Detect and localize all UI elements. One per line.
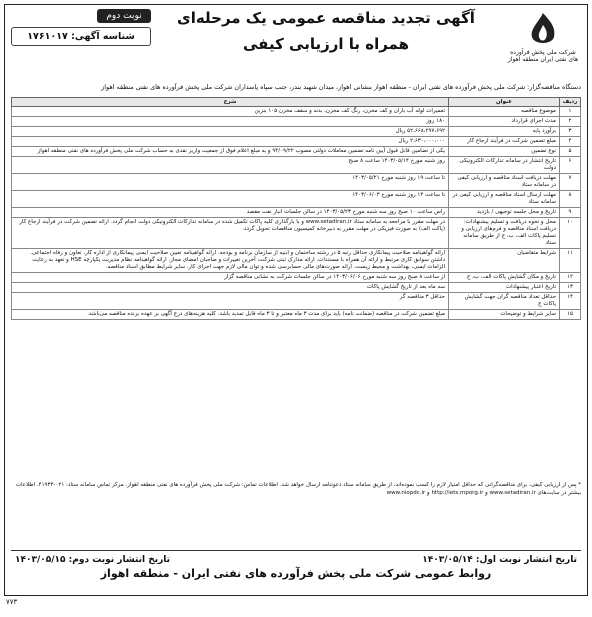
- table-row: [12, 249, 581, 273]
- row-subject-cell: مهلت دریافت اسناد مناقصه و ارزیابی کیفی در سامانه ستاد: [449, 174, 560, 191]
- flame-logo-icon: [526, 11, 560, 49]
- row-subject-cell: تاریخ انتشار در سامانه تدارکات الکترونیکی دولت: [449, 157, 560, 174]
- row-number-cell: ۸: [560, 191, 581, 208]
- company-logo: [507, 11, 579, 75]
- table-row: [12, 273, 581, 283]
- row-number-cell: ۱۲: [560, 273, 581, 283]
- table-row: [12, 137, 581, 147]
- table-row: [12, 191, 581, 208]
- row-number-cell: ۱۴: [560, 293, 581, 310]
- row-subject-cell: تاریخ و مکان گشایش پاکات الف، ب، ج: [449, 273, 560, 283]
- row-description-cell: ۱۸۰ روز: [12, 117, 449, 127]
- notice-frame: [4, 4, 588, 596]
- notice-id-label: شناسه آگهی: ۱۷۶۱۰۱۷: [11, 27, 151, 46]
- header-subject: عنوان: [449, 98, 560, 107]
- table-row: [12, 174, 581, 191]
- tender-details-table: [11, 97, 581, 320]
- first-publish-date: تاریخ انتشار نوبت اول: ۱۴۰۳/۰۵/۱۴: [422, 555, 577, 565]
- header-description: شرح: [12, 98, 449, 107]
- row-number-cell: ۳: [560, 127, 581, 137]
- row-description-cell: راس ساعت ۱۰ صبح روز سه شنبه مورخ ۱۴۰۳/۰۵/۲۳ در سالن جلسات انبار نفت مقصد: [12, 208, 449, 218]
- row-description-cell: یکی از تضامین قابل قبول آیین نامه تضمین معاملات دولتی مصوب ۹۴/۰۹/۲۲ و به مبلغ اعلام فوق از جمعیت واریز نقدی به حساب شرکت ملی پخش فرآورده های نفتی منطقه اهواز: [12, 147, 449, 157]
- row-description-cell: در مهلت مقرر با مراجعه به سامانه ستاد www.setadiran.ir و با بارگذاری کلیه پاکات تکمیل شده در سامانه تدارکات الکترونیکی دولت انجام گردد. ارائه تضمین شرکت در فرآیند ارجاع کار (پاکت الف) به صورت فیزیکی در مهلت مقرر به دبیرخانه کمیسیون مناقصات تحویل گردد.: [12, 218, 449, 249]
- row-subject-cell: مدت اجرای قرارداد: [449, 117, 560, 127]
- table-row: [12, 218, 581, 249]
- row-number-cell: ۴: [560, 137, 581, 147]
- notice-title: [155, 5, 497, 57]
- row-subject-cell: نوع تضمین: [449, 147, 560, 157]
- table-row: [12, 107, 581, 117]
- row-number-cell: ۵: [560, 147, 581, 157]
- row-subject-cell: موضوع مناقصه: [449, 107, 560, 117]
- row-subject-cell: تاریخ و محل جلسه توجیهی / بازدید: [449, 208, 560, 218]
- row-description-cell: از ساعت ۸ صبح روز سه شنبه مورخ ۱۴۰۳/۰۶/۰۶ در سالن جلسات شرکت به نشانی مناقصه گزار: [12, 273, 449, 283]
- row-description-cell: سه ماه بعد از تاریخ گشایش پاکات: [12, 283, 449, 293]
- row-number-cell: ۱۰: [560, 218, 581, 249]
- row-description-cell: ارائه گواهینامه صلاحیت پیمانکاری حداقل رتبه ۵ در رشته ساختمان و ابنیه از سازمان برنامه و بودجه. ارائه گواهینامه تعیین صلاحیت ایمنی پیمانکاری از اداره کار، تعاون و رفاه اجتماعی. داشتن سوابق کاری مرتبط و ارائه آن همراه با مستندات. ارائه مدارک ثبتی شرکت، آخرین تغییرات و صاحبان امضای مجاز. ارائه گواهینامه نظام مدیریت یکپارچه HSE و تعهد به رعایت الزامات ایمنی، بهداشت و محیط زیست. ارائه صورت‌های مالی حسابرسی شده و توان مالی لازم جهت اجرای کار. سایر شرایط مطابق اسناد مناقصه.: [12, 249, 449, 273]
- row-subject-cell: برآورد پایه: [449, 127, 560, 137]
- row-number-cell: ۹: [560, 208, 581, 218]
- row-subject-cell: مهلت ارسال اسناد مناقصه و ارزیابی کیفی در سامانه ستاد: [449, 191, 560, 208]
- row-subject-cell: سایر شرایط و توضیحات: [449, 310, 560, 320]
- row-description-cell: ۲،۶۳۰،۰۰۰،۰۰۰ ریال: [12, 137, 449, 147]
- row-description-cell: تعمیرات لوله آب باران و کف مخزن، رنگ کف مخزن، بدنه و سقف مخزن ۱۰۵ بنزین: [12, 107, 449, 117]
- table-body: [12, 107, 581, 320]
- notice-badges: [11, 9, 151, 46]
- row-description-cell: روز شنبه مورخ ۱۴۰۳/۰۵/۱۴ ساعت ۸ صبح: [12, 157, 449, 174]
- title-line-1: آگهی تجدید مناقصه عمومی یک مرحله‌ای: [177, 9, 475, 27]
- tender-organizer-intro: دستگاه مناقصه‌گزار: شرکت ملی پخش فرآورده های نفتی ایران - منطقه اهواز بنشانی اهواز، میدان شهید بندر، جنب سپاه پاسداران شرکت ملی پخش فرآورده های نفتی منطقه اهواز: [101, 83, 581, 91]
- row-number-cell: ۱۱: [560, 249, 581, 273]
- footnote-text: * پس از ارزیابی کیفی، برای مناقصه‌گرانی که حداقل امتیاز لازم را کسب نموده‌اند، از طریق سامانه ستاد دعوتنامه ارسال خواهد شد. اطلاعات تماس: شرکت ملی پخش فرآورده های نفتی منطقه اهواز. مرکز تماس سامانه ستاد: ۰۲۱-۴۱۹۳۴. اطلاعات بیشتر در سایت‌های www.setadiran.ir و http://iets.mporg.ir و www.niopdc.ir: [15, 482, 581, 496]
- table-row: [12, 310, 581, 320]
- table-row: [12, 117, 581, 127]
- title-line-2: همراه با ارزیابی کیفی: [242, 35, 410, 53]
- row-subject-cell: مبلغ تضمین شرکت در فرآیند ارجاع کار: [449, 137, 560, 147]
- row-subject-cell: محل و نحوه دریافت و تسلیم پیشنهادات: دریافت اسناد مناقصه و فرم‌های ارزیابی و تسلیم پاکات الف، ب، ج از طریق سامانه ستاد: [449, 218, 560, 249]
- table-header-row: [12, 98, 581, 107]
- row-subject-cell: شرایط متقاضیان: [449, 249, 560, 273]
- table-row: [12, 293, 581, 310]
- table-row: [12, 147, 581, 157]
- notice-header: [5, 5, 587, 81]
- row-number-cell: ۷: [560, 174, 581, 191]
- table-row: [12, 157, 581, 174]
- row-description-cell: تا ساعت ۱۴ روز شنبه مورخ ۱۴۰۳/۰۶/۰۳: [12, 191, 449, 208]
- row-number-cell: ۱۳: [560, 283, 581, 293]
- row-subject-cell: حداقل تعداد مناقصه گران جهت گشایش پاکات ج: [449, 293, 560, 310]
- header-row-number: ردیف: [560, 98, 581, 107]
- logo-caption: شرکت ملی پخش فرآورده های نفتی ایران منطقه اهواز: [507, 49, 579, 63]
- round-badge: نوبت دوم: [97, 9, 151, 23]
- table-row: [12, 208, 581, 218]
- row-description-cell: مبلغ تضمین شرکت در مناقصه (ضمانت نامه) باید برای مدت ۳ ماه معتبر و تا ۳ ماه قابل تمدید باشد. کلیه هزینه‌های درج آگهی بر عهده برنده مناقصه می‌باشد.: [12, 310, 449, 320]
- second-publish-date: تاریخ انتشار نوبت دوم: ۱۴۰۳/۰۵/۱۵: [15, 555, 171, 565]
- row-number-cell: ۱: [560, 107, 581, 117]
- row-number-cell: ۶: [560, 157, 581, 174]
- footer-bar: [11, 550, 581, 591]
- row-subject-cell: تاریخ اعتبار پیشنهادات: [449, 283, 560, 293]
- table-row: [12, 127, 581, 137]
- row-number-cell: ۲: [560, 117, 581, 127]
- row-number-cell: ۱۵: [560, 310, 581, 320]
- table-row: [12, 283, 581, 293]
- public-relations-signature: روابط عمومی شرکت ملی پخش فرآورده های نفتی ایران - منطقه اهواز: [100, 567, 492, 580]
- row-description-cell: ۵۲،۶۶۸،۲۹۷،۶۹۲ ریال: [12, 127, 449, 137]
- row-description-cell: تا ساعت ۱۹ روز شنبه مورخ ۱۴۰۳/۰۵/۲۱: [12, 174, 449, 191]
- row-description-cell: حداقل ۳ مناقصه گر: [12, 293, 449, 310]
- page-number: ۷۷۳: [6, 598, 18, 606]
